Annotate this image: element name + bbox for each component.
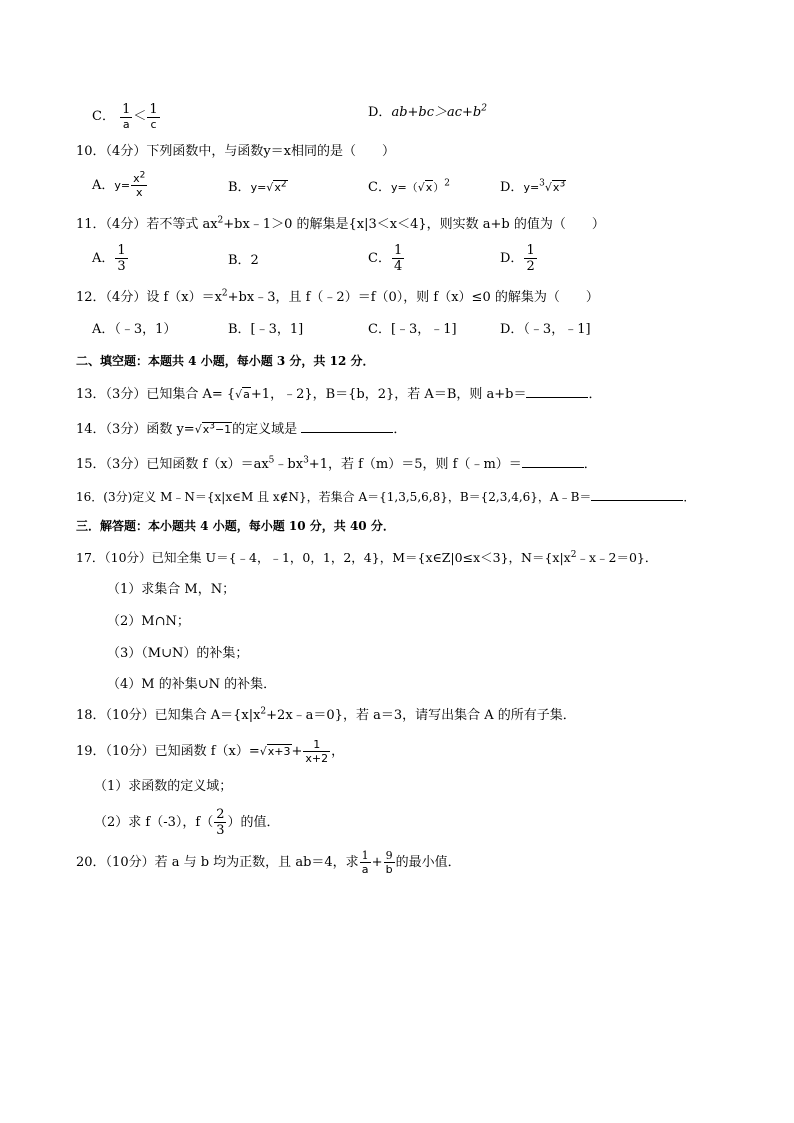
q20: 20．（10分）若 a 与 b 均为正数，且 ab＝4，求 $\frac{1}{a}$ + $\frac{9}{b}$ 的最小值． [76, 849, 461, 876]
q10-stem: 10．（4分）下列函数中，与函数y＝x相同的是（ ） [76, 144, 395, 159]
q17-part-2: （2）M∩N； [107, 614, 190, 629]
fraction: 1 c [149, 102, 158, 131]
answer-blank [526, 385, 588, 398]
q10-option-d: D．$y=^3√x^3$ [500, 178, 566, 195]
q11-option-c: C． $\frac{1}{4}$ [368, 243, 403, 274]
answer-blank [591, 488, 683, 501]
q12-option-c: C．[﹣3，﹣1] [368, 322, 457, 337]
answer-blank [301, 420, 393, 433]
q10-option-c: C．$y=(√x)^2$ [368, 178, 450, 195]
answer-blank [522, 455, 584, 468]
section-heading-fill-in: 二、填空题：本题共 4 小题，每小题 3 分，共 12 分． [76, 354, 375, 368]
q16: 16．(3分)定义 M﹣N＝{x|x∈M 且 x∉N}，若集合 A＝{1,3,5,6,8}，B＝{2,3,4,6}，A﹣B＝ ． [76, 490, 696, 504]
q17-stem: 17．（10分）已知全集 U＝{﹣4，﹣1，0，1，2，4}，M＝{x∈Z|0≤x＜3}，$N=\{x|x^2﹣x﹣2=0\}$． [76, 549, 658, 565]
q10-option-a: A．y= $\frac{x^2}{x}$ [92, 170, 146, 199]
q17-part-1: （1）求集合 M，N； [107, 582, 236, 597]
fraction: 1 a [122, 102, 131, 131]
q15: 15．（3分）已知函数 $f(x)=ax^5﹣bx^3+1$，若 f（m）＝5，则 f（﹣m）＝ ． [76, 455, 597, 472]
q12-stem: 12．（4分）设 $f(x)=x^2+bx﹣3$，且 f（﹣2）＝f（0），则 f（x）≤0 的解集为（ ） [76, 288, 599, 305]
q12-option-d: D．（﹣3，﹣1] [500, 322, 591, 337]
q19-stem: 19．（10分）已知函数 f（x）=√x+3+ $\frac{1}{x+2}$ ， [76, 738, 345, 765]
q11-option-d: D． $\frac{1}{2}$ [500, 243, 535, 274]
q10-option-b: B．$y=√x^2$ [228, 179, 287, 195]
q14: 14．（3分）函数 $y=√x^3-1$的定义域是 ． [76, 421, 407, 437]
q13: 13．（3分）已知集合 A= {√a+1，﹣2}，B＝{b，2}，若 A＝B，则 a+b＝ ． [76, 387, 602, 402]
q17-part-3: （3）（M∪N）的补集； [107, 646, 249, 661]
q12-option-a: A．（﹣3，1） [92, 322, 177, 337]
q9-option-c: C． 1 a ＜ 1 c [92, 102, 158, 131]
section-heading-solutions: 三．解答题：本小题共 4 小题，每小题 10 分，共 40 分． [76, 519, 395, 533]
q12-option-b: B．[﹣3，1] [228, 322, 304, 337]
q17-part-4: （4）M 的补集∪N 的补集． [107, 677, 277, 692]
q9-option-d: D．$ab+bc>ac+b^2$ [368, 103, 487, 120]
q11-stem: 11．（4分）若不等式 $ax^2+bx﹣1>0$ 的解集是{x|3＜x＜4}，则实数 a+b 的值为（ ） [76, 215, 605, 232]
q19-part-2: （2）求 f（-3），f（ $\frac{2}{3}$ ）的值． [94, 807, 280, 838]
q18: 18．（10分）已知集合 $A=\{x|x^2+2x﹣a=0\}$，若 a＝3，请写出集合 A 的所有子集． [76, 706, 576, 723]
q11-option-b: B．2 [228, 253, 259, 268]
q19-part-1: （1）求函数的定义域； [94, 779, 233, 794]
q11-option-a: A． $\frac{1}{3}$ [92, 243, 126, 274]
